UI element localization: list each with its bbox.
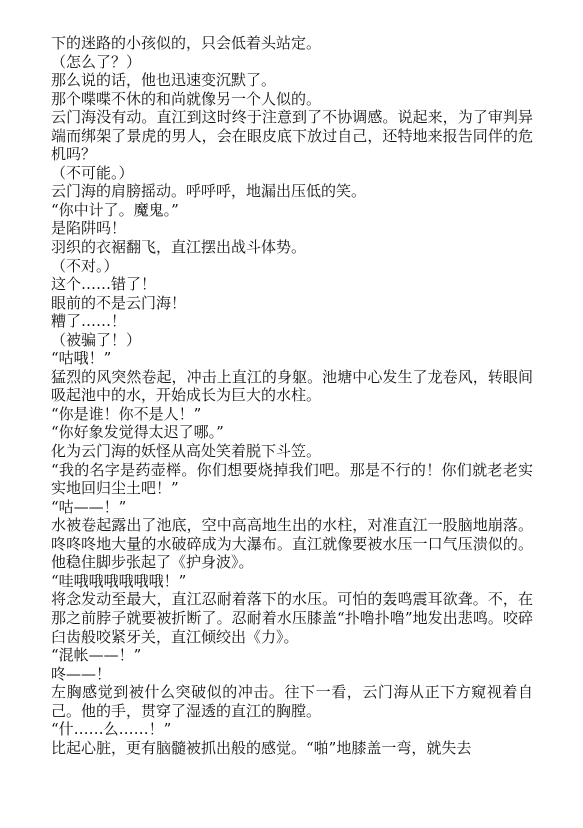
novel-text-body [51, 34, 533, 757]
paragraph: 下的迷路的小孩似的，只会低着头站定。 [51, 34, 322, 52]
paragraph: 猛烈的风突然卷起，冲击上直江的身躯。池塘中心发生了龙卷风，转眼间吸起池中的水，开始成长为巨大的水柱。 [51, 367, 533, 405]
paragraph: “什……么……！” [51, 720, 172, 739]
paragraph: “混帐——！” [51, 646, 142, 665]
paragraph: 将念发动至最大，直江忍耐着落下的水压。可怕的轰鸣震耳欲聋。不，在那之前脖子就要被折断了。忍耐着水压膝盖“扑噜扑噜”地发出悲鸣。咬碎臼齿般咬紧牙关，直江倾绞出《力》。 [51, 590, 533, 646]
paragraph: “你中计了。魔鬼。” [51, 200, 179, 219]
paragraph: （不对。） [51, 256, 119, 275]
paragraph: 是陷阱吗！ [51, 219, 127, 238]
paragraph: 化为云门海的妖怪从高处笑着脱下斗笠。 [51, 442, 322, 461]
paragraph: “哇哦哦哦哦哦哦！” [51, 571, 187, 590]
paragraph: 眼前的不是云门海！ [51, 293, 187, 312]
paragraph: “我的名字是药壶榉。你们想要烧掉我们吧。那是不行的！你们就老老实实地回归尘土吧！” [51, 460, 533, 498]
paragraph: （不可能。） [51, 163, 134, 182]
paragraph: “你好象发觉得太迟了哪。” [51, 423, 224, 442]
paragraph: 咚——！ [51, 664, 112, 683]
paragraph: 比起心脏，更有脑髓被抓出般的感觉。“啪”地膝盖一弯，就失去 [51, 738, 472, 757]
paragraph: 这个……错了！ [51, 275, 157, 294]
paragraph: 羽织的衣裾翻飞，直江摆出战斗体势。 [51, 238, 307, 257]
paragraph: 云门海没有动。直江到这时终于注意到了不协调感。说起来，为了审判异端而绑架了景虎的男人，会在眼皮底下放过自己，还特地来报告同伴的危机吗？ [51, 108, 533, 164]
paragraph: （被骗了！） [51, 330, 142, 349]
paragraph: 左胸感觉到被什么突破似的冲击。往下一看，云门海从正下方窥视着自己。他的手，贯穿了湿透的直江的胸膛。 [51, 683, 533, 720]
paragraph: （怎么了？） [51, 52, 142, 71]
paragraph: 那么说的话，他也迅速变沉默了。 [51, 71, 277, 90]
paragraph: “咕——！” [51, 497, 127, 516]
paragraph: 那个喋喋不休的和尚就像另一个人似的。 [51, 89, 322, 108]
paragraph: “咕哦！” [51, 349, 112, 368]
paragraph: 糟了……！ [51, 312, 127, 331]
paragraph: 云门海的肩膀摇动。呼呼呼，地漏出压低的笑。 [51, 182, 367, 201]
paragraph: “你是谁！你不是人！” [51, 404, 202, 423]
paragraph: 水被卷起露出了池底，空中高高地生出的水柱，对准直江一股脑地崩落。咚咚咚地大量的水破碎成为大瀑布。直江就像要被水压一口气压溃似的。他稳住脚步张起了《护身波》。 [51, 516, 533, 572]
